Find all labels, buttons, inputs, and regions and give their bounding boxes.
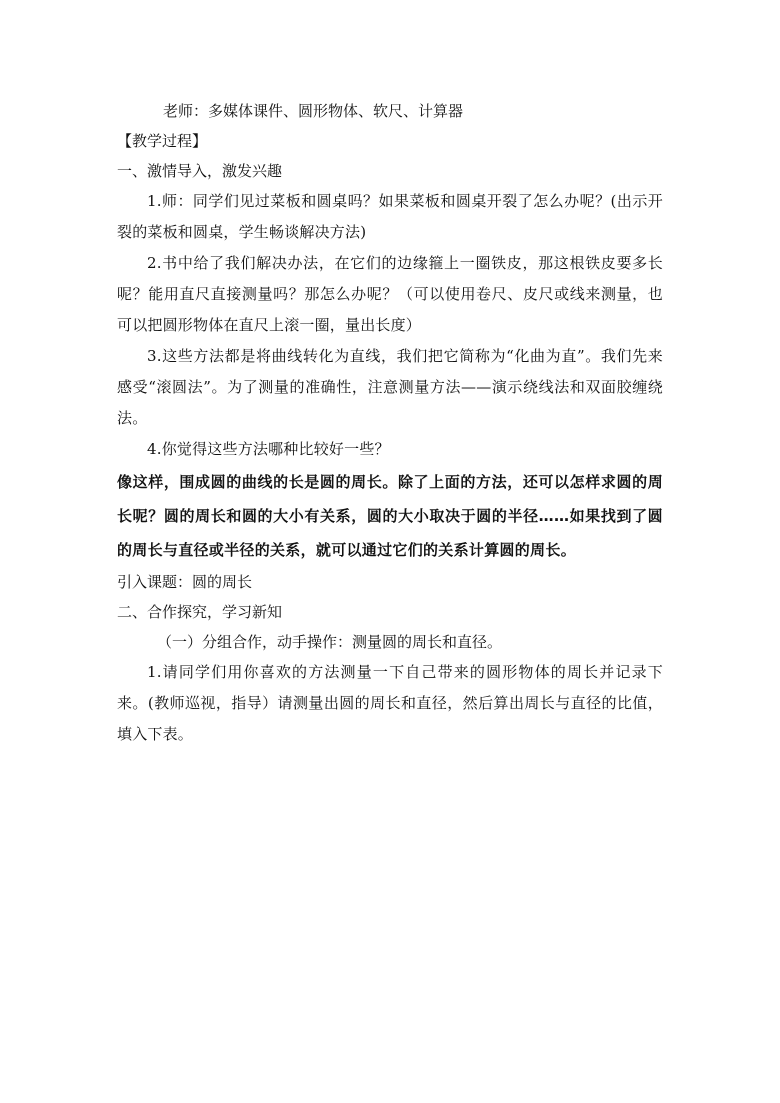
part2-heading: 二、合作探究，学习新知 [117, 603, 283, 621]
section-heading: 【教学过程】 [117, 132, 208, 150]
step2-1-paragraph: 1.请同学们用你喜欢的方法测量一下自己带来的圆形物体的周长并记录下来。(教师巡视，指导）请测量出圆的周长和直径，然后算出周长与直径的比值，填入下表。 [117, 663, 663, 743]
bold-summary-paragraph: 像这样，围成圆的曲线的长是圆的周长。除了上面的方法，还可以怎样求圆的周长呢？圆的周长和圆的大小有关系，圆的大小取决于圆的半径……如果找到了圆的周长与直径或半径的关系，就可以通过它们的关系计算圆的周长。 [117, 473, 663, 559]
step4-paragraph: 4.你觉得这些方法哪种比较好一些？ [147, 440, 390, 458]
subpart1-heading: （一）分组合作，动手操作：测量圆的周长和直径。 [157, 633, 503, 651]
part1-heading: 一、激情导入，激发兴趣 [117, 162, 283, 180]
step3-paragraph: 3.这些方法都是将曲线转化为直线，我们把它简称为“化曲为直”。我们先来感受“滚圆法”。为了测量的准确性，注意测量方法——演示绕线法和双面胶缠绕法。 [117, 347, 663, 427]
step1-paragraph: 1.师：同学们见过菜板和圆桌吗？如果菜板和圆桌开裂了怎么办呢？(出示开裂的菜板和圆桌，学生畅谈解决方法) [117, 192, 663, 241]
document-page [117, 96, 663, 750]
materials-line: 老师：多媒体课件、圆形物体、软尺、计算器 [163, 102, 464, 120]
topic-intro-line: 引入课题：圆的周长 [117, 573, 253, 591]
step2-paragraph: 2.书中给了我们解决办法，在它们的边缘箍上一圈铁皮，那这根铁皮要多长呢？能用直尺直接测量吗？那怎么办呢？（可以使用卷尺、皮尺或线来测量，也可以把圆形物体在直尺上滚一圈，量出长度） [117, 254, 663, 334]
